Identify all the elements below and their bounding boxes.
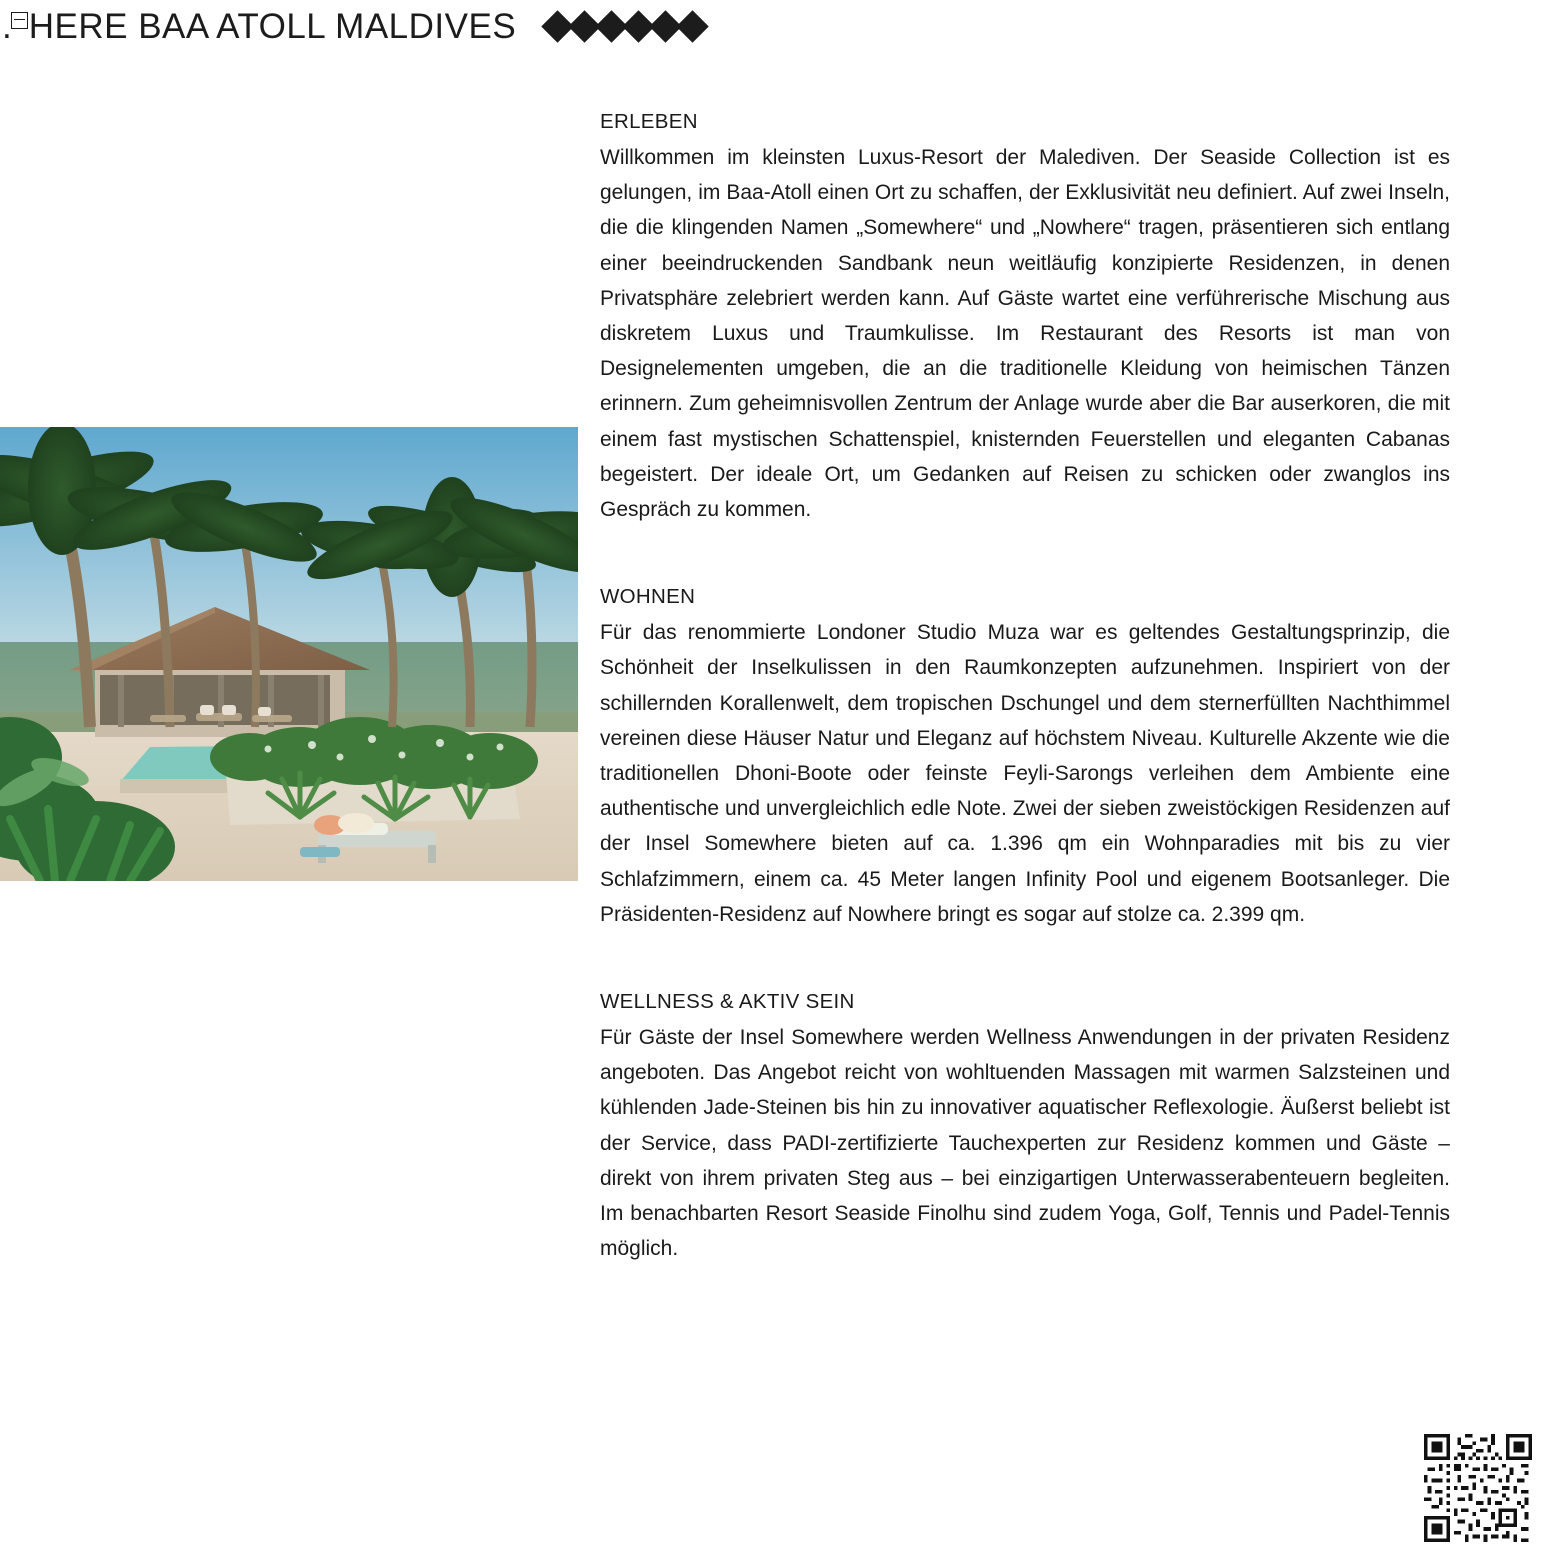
page-header: [0, 0, 1550, 52]
section-title: ERLEBEN: [600, 110, 698, 133]
section-body: Für das renommierte Londoner Studio Muza war es geltendes Gestaltungsprinzip, die Schönheit der Inselkulissen in den Raumkonzepten aufzunehmen. Inspiriert von der schillernden Korallenwelt, dem tropischen Dschungel und dem sternerfüllten Nachthimmel vereinen diese Häuser Natur und Eleganz auf höchstem Niveau. Kulturelle Akzente wie die traditionellen Dhoni-Boote oder feinste Feyli-Sarongs verleihen dem Ambiente eine authentische und unvergleichlich edle Note. Zwei der sieben zweistöckigen Residenzen auf der Insel Somewhere bieten auf ca. 1.396 qm ein Wohnparadies mit bis zu vier Schlafzimmern, einem ca. 45 Meter langen Infinity Pool und eigenem Bootsanleger. Die Präsidenten-Residenz auf Nowhere bringt es sogar auf stolze ca. 2.399 qm.: [600, 621, 1450, 926]
title-lead-dot: .: [2, 6, 10, 46]
section-wellness-aktiv-sein: [600, 990, 1450, 1266]
section-title: WOHNEN: [600, 585, 696, 609]
qr-code[interactable]: [1424, 1434, 1532, 1542]
diamond-rating: [546, 15, 704, 38]
square-dash-icon: [11, 12, 28, 29]
resort-villa-photo: [0, 427, 578, 881]
section-erleben: [600, 110, 1450, 527]
section-wohnen: [600, 585, 1450, 932]
section-body: Willkommen im kleinsten Luxus-Resort der Malediven. Der Seaside Collection ist es gelungen, im Baa-Atoll einen Ort zu schaffen, der Exklusivität neu definiert. Auf zwei Inseln, die die klingenden Namen „Somewhere“ und „Nowhere“ tragen, präsentieren sich entlang einer beeindruckenden Sandbank neun weitläufig konzipierte Residenzen, in denen Privatsphäre zelebriert werden kann. Auf Gäste wartet eine verführerische Mischung aus diskretem Luxus und Traumkulisse. Im Restaurant des Resorts ist man von Designelementen umgeben, die an die traditionelle Kleidung von heimischen Tänzen erinnern. Zum geheimnisvollen Zentrum der Anlage wurde aber die Bar auserkoren, die mit einem fast mystischen Schattenspiel, knisternden Feuerstellen und eleganten Cabanas begeistert. Der ideale Ort, um Gedanken auf Reisen zu schicken oder zwanglos ins Gespräch zu kommen.: [600, 146, 1450, 522]
diamond-icon: [676, 10, 709, 43]
article-column: [600, 110, 1450, 1266]
title-text: HERE BAA ATOLL MALDIVES: [28, 6, 517, 46]
section-title: WELLNESS & AKTIV SEIN: [600, 990, 855, 1014]
section-body: Für Gäste der Insel Somewhere werden Wellness Anwendungen in der privaten Residenz angeboten. Das Angebot reicht von wohltuenden Massagen mit warmen Salzsteinen und kühlenden Jade-Steinen bis hin zu innovativer aquatischer Reflexologie. Äußerst beliebt ist der Service, dass PADI-zertifizierte Tauchexperten zur Residenz kommen und Gäste – direkt von ihrem privaten Steg aus – bei einzigartigen Unterwasserabenteuern begleiten. Im benachbarten Resort Seaside Finolhu sind zudem Yoga, Golf, Tennis und Padel-Tennis möglich.: [600, 1026, 1450, 1261]
page-title: [2, 6, 517, 46]
